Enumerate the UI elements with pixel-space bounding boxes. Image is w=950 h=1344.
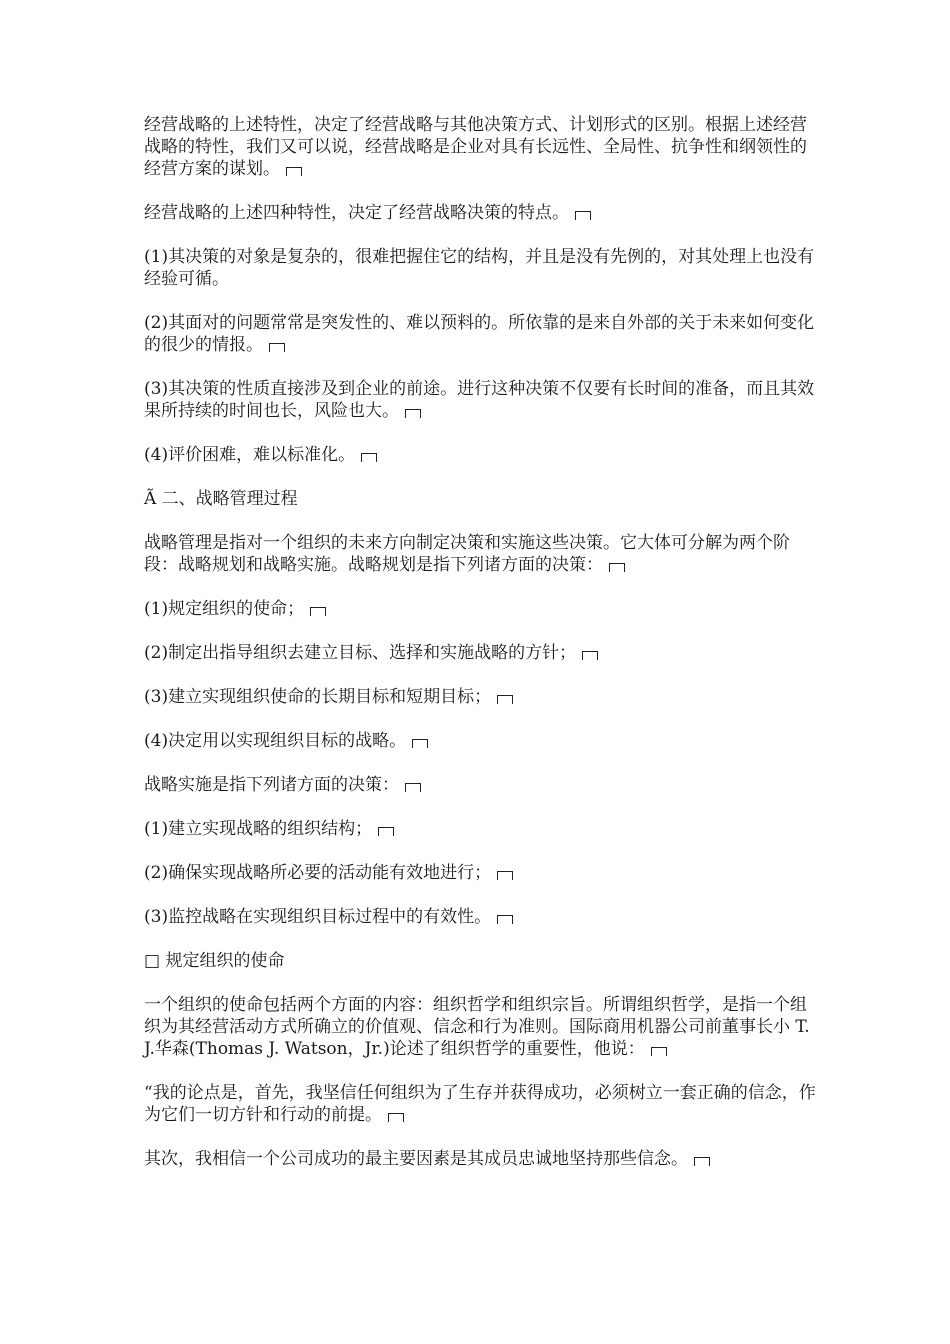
paragraph-mark-icon xyxy=(405,409,421,418)
paragraph: 经营战略的上述特性，决定了经营战略与其他决策方式、计划形式的区别。根据上述经营战略的特性，我们又可以说，经营战略是企业对具有长远性、全局性、抗争性和纲领性的经营方案的谋划。 xyxy=(144,115,807,179)
list-item: (3)监控战略在实现组织目标过程中的有效性。 xyxy=(144,906,820,928)
section-heading: Ã 二、战略管理过程 xyxy=(144,489,298,509)
paragraph: (4)评价困难，难以标准化。 xyxy=(144,444,820,466)
paragraph-mark-icon xyxy=(694,1157,710,1166)
paragraph: (1)其决策的对象是复杂的，很难把握住它的结构，并且是没有先例的，对其处理上也没有经验可循。 xyxy=(144,247,815,289)
paragraph-mark-icon xyxy=(497,871,513,880)
paragraph-mark-icon xyxy=(310,607,326,616)
paragraph-mark-icon xyxy=(269,343,285,352)
list-item: (3)建立实现组织使命的长期目标和短期目标； xyxy=(144,686,820,708)
list-item: (2)确保实现战略所必要的活动能有效地进行； xyxy=(144,862,820,884)
paragraph: 战略实施是指下列诸方面的决策： xyxy=(144,774,820,796)
paragraph-mark-icon xyxy=(575,211,591,220)
paragraph-mark-icon xyxy=(286,167,302,176)
list-item: (1)规定组织的使命； xyxy=(144,598,820,620)
paragraph: 战略管理是指对一个组织的未来方向制定决策和实施这些决策。它大体可分解为两个阶段：战略规划和战略实施。战略规划是指下列诸方面的决策： xyxy=(144,533,790,575)
paragraph-mark-icon xyxy=(497,915,513,924)
paragraph-mark-icon xyxy=(361,453,377,462)
paragraph: 经营战略的上述四种特性，决定了经营战略决策的特点。 xyxy=(144,202,820,224)
paragraph-mark-icon xyxy=(651,1047,667,1056)
list-item: (1)建立实现战略的组织结构； xyxy=(144,818,820,840)
paragraph-mark-icon xyxy=(412,739,428,748)
paragraph-mark-icon xyxy=(609,563,625,572)
paragraph: (3)其决策的性质直接涉及到企业的前途。进行这种决策不仅要有长时间的准备，而且其效果所持续的时间也长，风险也大。 xyxy=(144,379,815,421)
paragraph: 一个组织的使命包括两个方面的内容：组织哲学和组织宗旨。所谓组织哲学，是指一个组织为其经营活动方式所确立的价值观、信念和行为准则。国际商用机器公司前董事长小 T.J.华森(Thomas J. Watson，Jr.)论述了组织哲学的重要性，他说： xyxy=(144,995,810,1059)
list-item: (4)决定用以实现组织目标的战略。 xyxy=(144,730,820,752)
paragraph: “我的论点是，首先，我坚信任何组织为了生存并获得成功，必须树立一套正确的信念，作为它们一切方针和行动的前提。 xyxy=(144,1083,816,1125)
list-item: (2)制定出指导组织去建立目标、选择和实施战略的方针； xyxy=(144,642,820,664)
paragraph: 其次，我相信一个公司成功的最主要因素是其成员忠诚地坚持那些信念。 xyxy=(144,1148,820,1170)
paragraph-mark-icon xyxy=(497,695,513,704)
section-heading: □ 规定组织的使命 xyxy=(144,951,285,971)
paragraph: (2)其面对的问题常常是突发性的、难以预料的。所依靠的是来自外部的关于未来如何变化的很少的情报。 xyxy=(144,313,815,355)
paragraph-mark-icon xyxy=(405,783,421,792)
paragraph-mark-icon xyxy=(582,651,598,660)
paragraph-mark-icon xyxy=(378,827,394,836)
paragraph-mark-icon xyxy=(388,1113,404,1122)
